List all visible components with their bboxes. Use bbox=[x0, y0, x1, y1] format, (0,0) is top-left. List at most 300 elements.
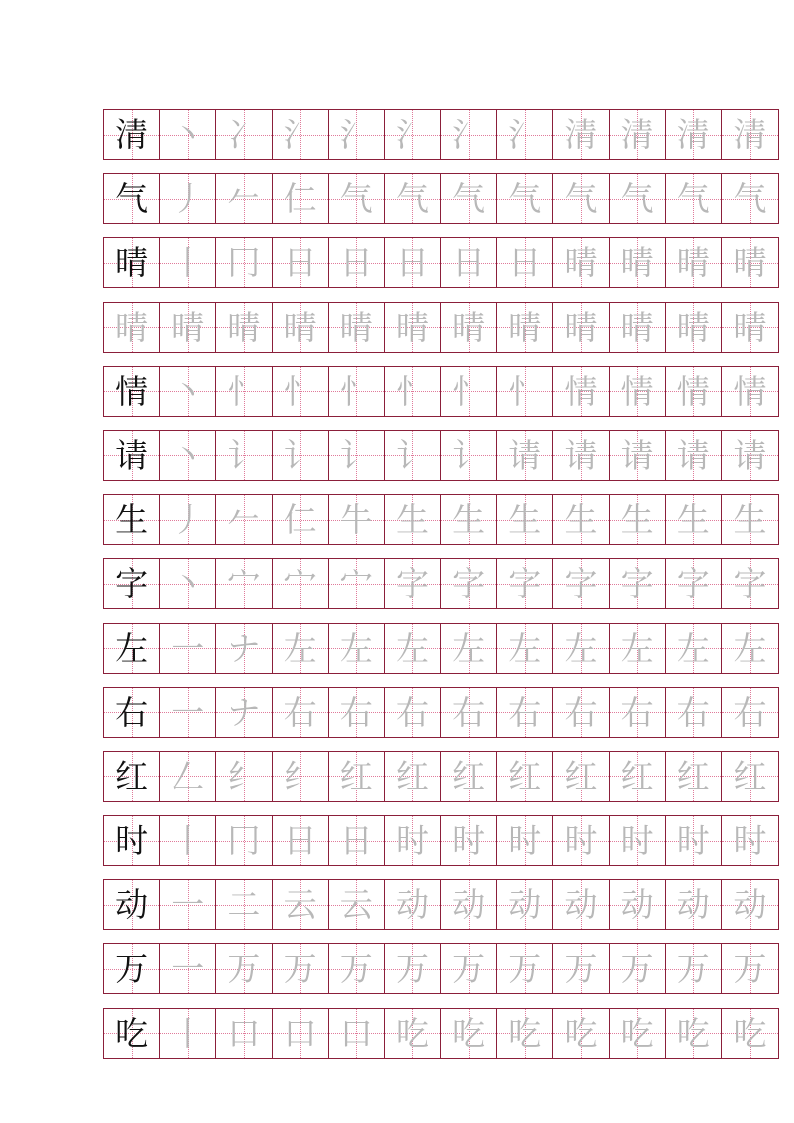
trace-cell bbox=[722, 816, 778, 865]
trace-character: 动 bbox=[508, 885, 542, 925]
trace-cell bbox=[722, 624, 778, 673]
trace-cell bbox=[553, 303, 609, 352]
model-cell bbox=[104, 238, 160, 287]
trace-character: 牛 bbox=[339, 500, 373, 540]
trace-cell bbox=[329, 110, 385, 159]
trace-character: 生 bbox=[395, 500, 429, 540]
trace-character: 日 bbox=[283, 821, 317, 861]
trace-character: 气 bbox=[620, 179, 654, 219]
trace-cell bbox=[329, 303, 385, 352]
trace-character: 万 bbox=[283, 949, 317, 989]
trace-cell bbox=[441, 431, 497, 480]
trace-character: 左 bbox=[676, 628, 710, 668]
trace-cell bbox=[553, 174, 609, 223]
trace-cell bbox=[666, 1009, 722, 1058]
trace-cell bbox=[553, 752, 609, 801]
trace-cell bbox=[216, 495, 272, 544]
trace-cell bbox=[441, 1009, 497, 1058]
trace-character: 吃 bbox=[676, 1013, 710, 1053]
trace-cell bbox=[216, 174, 272, 223]
trace-character: 晴 bbox=[508, 307, 542, 347]
trace-cell bbox=[385, 559, 441, 608]
trace-character: 红 bbox=[620, 756, 654, 796]
model-character: 时 bbox=[115, 821, 149, 861]
trace-character: 字 bbox=[564, 564, 598, 604]
trace-character: 字 bbox=[452, 564, 486, 604]
trace-cell bbox=[441, 495, 497, 544]
trace-character: 动 bbox=[676, 885, 710, 925]
trace-character: 左 bbox=[564, 628, 598, 668]
trace-character: 生 bbox=[564, 500, 598, 540]
trace-character: 动 bbox=[733, 885, 767, 925]
trace-cell bbox=[273, 880, 329, 929]
trace-cell bbox=[610, 816, 666, 865]
trace-cell bbox=[666, 431, 722, 480]
trace-cell bbox=[329, 944, 385, 993]
trace-character: 字 bbox=[620, 564, 654, 604]
trace-cell bbox=[216, 431, 272, 480]
trace-character: 吃 bbox=[620, 1013, 654, 1053]
trace-cell bbox=[666, 816, 722, 865]
trace-cell bbox=[216, 624, 272, 673]
trace-cell bbox=[160, 1009, 216, 1058]
trace-cell bbox=[722, 174, 778, 223]
trace-cell bbox=[160, 367, 216, 416]
trace-character: 仁 bbox=[283, 179, 317, 219]
trace-cell bbox=[497, 431, 553, 480]
trace-cell bbox=[385, 495, 441, 544]
trace-character: 时 bbox=[452, 821, 486, 861]
trace-cell bbox=[441, 816, 497, 865]
trace-cell bbox=[441, 367, 497, 416]
trace-cell bbox=[160, 431, 216, 480]
trace-character: 情 bbox=[620, 371, 654, 411]
trace-character: 冂 bbox=[227, 821, 261, 861]
trace-cell bbox=[553, 880, 609, 929]
trace-character: 晴 bbox=[564, 307, 598, 347]
trace-cell bbox=[273, 174, 329, 223]
trace-character: 字 bbox=[676, 564, 710, 604]
trace-character: 晴 bbox=[227, 307, 261, 347]
model-character: 情 bbox=[115, 371, 149, 411]
trace-cell bbox=[441, 238, 497, 287]
trace-cell bbox=[216, 816, 272, 865]
trace-cell bbox=[553, 624, 609, 673]
trace-character: 纟 bbox=[283, 756, 317, 796]
trace-cell bbox=[216, 688, 272, 737]
trace-cell bbox=[216, 880, 272, 929]
trace-character: 晴 bbox=[676, 243, 710, 283]
trace-character: 晴 bbox=[339, 307, 373, 347]
trace-cell bbox=[441, 174, 497, 223]
trace-cell bbox=[722, 1009, 778, 1058]
trace-cell bbox=[666, 367, 722, 416]
trace-cell bbox=[273, 688, 329, 737]
character-row bbox=[103, 109, 779, 160]
trace-cell bbox=[385, 944, 441, 993]
trace-character: 万 bbox=[339, 949, 373, 989]
trace-cell bbox=[497, 816, 553, 865]
trace-cell bbox=[216, 944, 272, 993]
model-cell bbox=[104, 1009, 160, 1058]
trace-cell bbox=[553, 559, 609, 608]
trace-cell bbox=[610, 174, 666, 223]
trace-cell bbox=[497, 238, 553, 287]
trace-character: ナ bbox=[227, 692, 261, 732]
trace-character: 晴 bbox=[452, 307, 486, 347]
character-row bbox=[103, 302, 779, 353]
character-row bbox=[103, 430, 779, 481]
trace-character: 日 bbox=[452, 243, 486, 283]
model-cell bbox=[104, 944, 160, 993]
trace-character: 右 bbox=[283, 692, 317, 732]
trace-character: 晴 bbox=[620, 307, 654, 347]
trace-cell bbox=[273, 559, 329, 608]
trace-character: 时 bbox=[508, 821, 542, 861]
trace-cell bbox=[666, 174, 722, 223]
trace-cell bbox=[104, 303, 160, 352]
trace-cell bbox=[385, 816, 441, 865]
trace-character: 万 bbox=[733, 949, 767, 989]
trace-character: 万 bbox=[395, 949, 429, 989]
trace-cell bbox=[329, 174, 385, 223]
trace-character: 红 bbox=[452, 756, 486, 796]
trace-cell bbox=[385, 431, 441, 480]
trace-character: 吃 bbox=[564, 1013, 598, 1053]
trace-cell bbox=[610, 110, 666, 159]
trace-character: 左 bbox=[283, 628, 317, 668]
model-character: 万 bbox=[115, 949, 149, 989]
trace-cell bbox=[329, 1009, 385, 1058]
trace-character: 吃 bbox=[395, 1013, 429, 1053]
trace-cell bbox=[329, 238, 385, 287]
trace-character: 生 bbox=[620, 500, 654, 540]
model-cell bbox=[104, 174, 160, 223]
model-cell bbox=[104, 559, 160, 608]
trace-character: 右 bbox=[339, 692, 373, 732]
trace-character: 动 bbox=[395, 885, 429, 925]
trace-cell bbox=[329, 431, 385, 480]
trace-character: 氵 bbox=[452, 115, 486, 154]
trace-cell bbox=[553, 367, 609, 416]
trace-cell bbox=[329, 559, 385, 608]
trace-cell bbox=[610, 303, 666, 352]
trace-character: 纟 bbox=[227, 756, 261, 796]
trace-character: 晴 bbox=[115, 307, 149, 347]
trace-cell bbox=[441, 110, 497, 159]
model-character: 请 bbox=[115, 435, 149, 475]
trace-cell bbox=[610, 495, 666, 544]
trace-cell bbox=[497, 1009, 553, 1058]
trace-character: 左 bbox=[620, 628, 654, 668]
trace-cell bbox=[553, 944, 609, 993]
trace-character: 丨 bbox=[171, 1013, 205, 1053]
trace-character: 清 bbox=[620, 115, 654, 154]
model-cell bbox=[104, 495, 160, 544]
trace-cell bbox=[273, 495, 329, 544]
trace-character: 时 bbox=[395, 821, 429, 861]
character-row bbox=[103, 173, 779, 224]
trace-character: 请 bbox=[620, 435, 654, 475]
trace-cell bbox=[722, 238, 778, 287]
trace-cell bbox=[497, 624, 553, 673]
trace-cell bbox=[553, 816, 609, 865]
trace-character: 情 bbox=[733, 371, 767, 411]
trace-character: 时 bbox=[564, 821, 598, 861]
trace-cell bbox=[329, 816, 385, 865]
trace-cell bbox=[610, 559, 666, 608]
trace-character: 晴 bbox=[620, 243, 654, 283]
trace-character: 晴 bbox=[676, 307, 710, 347]
trace-character: 讠 bbox=[452, 435, 486, 475]
trace-cell bbox=[666, 752, 722, 801]
trace-cell bbox=[441, 944, 497, 993]
trace-cell bbox=[441, 880, 497, 929]
trace-cell bbox=[666, 495, 722, 544]
trace-cell bbox=[553, 495, 609, 544]
trace-character: 讠 bbox=[395, 435, 429, 475]
model-character: 红 bbox=[115, 756, 149, 796]
trace-character: 晴 bbox=[171, 307, 205, 347]
trace-cell bbox=[273, 944, 329, 993]
trace-character: 丶 bbox=[171, 564, 205, 604]
character-row bbox=[103, 558, 779, 609]
trace-cell bbox=[385, 624, 441, 673]
trace-character: 右 bbox=[620, 692, 654, 732]
trace-character: 冂 bbox=[227, 243, 261, 283]
trace-cell bbox=[273, 624, 329, 673]
trace-cell bbox=[385, 238, 441, 287]
trace-cell bbox=[216, 110, 272, 159]
trace-character: 清 bbox=[733, 115, 767, 154]
model-character: 气 bbox=[115, 179, 149, 219]
trace-cell bbox=[160, 624, 216, 673]
trace-character: 一 bbox=[171, 949, 205, 989]
trace-cell bbox=[610, 624, 666, 673]
character-row bbox=[103, 687, 779, 738]
trace-character: 红 bbox=[733, 756, 767, 796]
trace-character: 气 bbox=[564, 179, 598, 219]
trace-character: 红 bbox=[339, 756, 373, 796]
trace-cell bbox=[722, 110, 778, 159]
trace-cell bbox=[329, 880, 385, 929]
trace-character: 右 bbox=[508, 692, 542, 732]
trace-cell bbox=[385, 303, 441, 352]
trace-character: 忄 bbox=[339, 371, 373, 411]
trace-character: 生 bbox=[452, 500, 486, 540]
trace-cell bbox=[385, 1009, 441, 1058]
trace-character: 时 bbox=[620, 821, 654, 861]
trace-cell bbox=[722, 944, 778, 993]
trace-cell bbox=[497, 559, 553, 608]
trace-cell bbox=[497, 880, 553, 929]
trace-cell bbox=[273, 752, 329, 801]
trace-character: 讠 bbox=[283, 435, 317, 475]
trace-character: 一 bbox=[171, 628, 205, 668]
trace-character: 清 bbox=[676, 115, 710, 154]
trace-cell bbox=[273, 238, 329, 287]
trace-character: 右 bbox=[564, 692, 598, 732]
trace-cell bbox=[497, 110, 553, 159]
trace-character: 晴 bbox=[395, 307, 429, 347]
trace-cell bbox=[666, 944, 722, 993]
trace-character: 日 bbox=[339, 243, 373, 283]
trace-cell bbox=[273, 1009, 329, 1058]
trace-character: 𠃋 bbox=[171, 756, 205, 796]
trace-cell bbox=[216, 303, 272, 352]
character-row bbox=[103, 494, 779, 545]
trace-cell bbox=[722, 880, 778, 929]
trace-cell bbox=[441, 559, 497, 608]
model-character: 右 bbox=[115, 692, 149, 732]
trace-cell bbox=[160, 303, 216, 352]
trace-character: 气 bbox=[339, 179, 373, 219]
trace-cell bbox=[553, 688, 609, 737]
trace-cell bbox=[160, 688, 216, 737]
trace-character: 右 bbox=[733, 692, 767, 732]
model-character: 晴 bbox=[115, 243, 149, 283]
trace-character: 动 bbox=[564, 885, 598, 925]
trace-cell bbox=[722, 559, 778, 608]
character-row bbox=[103, 1008, 779, 1059]
trace-character: 红 bbox=[508, 756, 542, 796]
trace-character: 请 bbox=[508, 435, 542, 475]
trace-cell bbox=[610, 688, 666, 737]
trace-cell bbox=[610, 752, 666, 801]
trace-cell bbox=[441, 303, 497, 352]
trace-cell bbox=[160, 816, 216, 865]
trace-cell bbox=[722, 303, 778, 352]
trace-cell bbox=[666, 303, 722, 352]
trace-character: 吃 bbox=[508, 1013, 542, 1053]
trace-cell bbox=[160, 880, 216, 929]
model-character: 字 bbox=[115, 564, 149, 604]
trace-character: 请 bbox=[564, 435, 598, 475]
trace-character: 氵 bbox=[395, 115, 429, 154]
trace-character: 动 bbox=[452, 885, 486, 925]
trace-cell bbox=[497, 944, 553, 993]
trace-cell bbox=[610, 880, 666, 929]
trace-cell bbox=[385, 367, 441, 416]
trace-character: 左 bbox=[395, 628, 429, 668]
trace-character: 气 bbox=[733, 179, 767, 219]
trace-cell bbox=[666, 559, 722, 608]
trace-character: 字 bbox=[733, 564, 767, 604]
trace-cell bbox=[441, 688, 497, 737]
model-character: 生 bbox=[115, 500, 149, 540]
character-row bbox=[103, 237, 779, 288]
trace-cell bbox=[722, 752, 778, 801]
trace-character: 冫 bbox=[227, 115, 261, 154]
trace-cell bbox=[553, 431, 609, 480]
trace-character: 口 bbox=[227, 1013, 261, 1053]
character-row bbox=[103, 879, 779, 930]
trace-character: 日 bbox=[283, 243, 317, 283]
character-row bbox=[103, 943, 779, 994]
trace-cell bbox=[553, 110, 609, 159]
model-character: 吃 bbox=[115, 1013, 149, 1053]
trace-character: 时 bbox=[733, 821, 767, 861]
trace-character: 晴 bbox=[733, 243, 767, 283]
trace-character: 丨 bbox=[171, 821, 205, 861]
model-cell bbox=[104, 688, 160, 737]
trace-character: 左 bbox=[733, 628, 767, 668]
trace-character: 𠂉 bbox=[227, 179, 261, 219]
trace-cell bbox=[385, 174, 441, 223]
trace-cell bbox=[497, 367, 553, 416]
trace-cell bbox=[610, 431, 666, 480]
model-cell bbox=[104, 880, 160, 929]
trace-character: 情 bbox=[676, 371, 710, 411]
model-cell bbox=[104, 752, 160, 801]
trace-character: 一 bbox=[171, 692, 205, 732]
trace-cell bbox=[216, 367, 272, 416]
trace-character: 左 bbox=[508, 628, 542, 668]
trace-cell bbox=[441, 752, 497, 801]
practice-sheet bbox=[103, 109, 779, 1072]
trace-character: 字 bbox=[508, 564, 542, 604]
trace-cell bbox=[497, 752, 553, 801]
trace-character: 晴 bbox=[283, 307, 317, 347]
trace-cell bbox=[497, 174, 553, 223]
trace-character: 丶 bbox=[171, 371, 205, 411]
trace-character: 清 bbox=[564, 115, 598, 154]
model-cell bbox=[104, 431, 160, 480]
trace-cell bbox=[385, 752, 441, 801]
trace-cell bbox=[273, 367, 329, 416]
trace-character: 日 bbox=[508, 243, 542, 283]
trace-cell bbox=[610, 1009, 666, 1058]
trace-cell bbox=[385, 688, 441, 737]
trace-cell bbox=[273, 110, 329, 159]
trace-cell bbox=[216, 238, 272, 287]
trace-character: 日 bbox=[339, 821, 373, 861]
trace-character: 云 bbox=[283, 885, 317, 925]
trace-cell bbox=[160, 495, 216, 544]
trace-character: 气 bbox=[676, 179, 710, 219]
character-row bbox=[103, 366, 779, 417]
trace-cell bbox=[160, 559, 216, 608]
trace-character: 丶 bbox=[171, 115, 205, 154]
model-cell bbox=[104, 624, 160, 673]
trace-cell bbox=[497, 303, 553, 352]
trace-cell bbox=[160, 752, 216, 801]
trace-character: 宀 bbox=[339, 564, 373, 604]
trace-character: 万 bbox=[676, 949, 710, 989]
trace-cell bbox=[160, 110, 216, 159]
trace-character: 忄 bbox=[227, 371, 261, 411]
trace-cell bbox=[722, 367, 778, 416]
trace-character: 丿 bbox=[171, 179, 205, 219]
trace-cell bbox=[273, 303, 329, 352]
trace-cell bbox=[553, 238, 609, 287]
trace-cell bbox=[273, 431, 329, 480]
trace-cell bbox=[666, 880, 722, 929]
trace-character: 生 bbox=[733, 500, 767, 540]
trace-character: 时 bbox=[676, 821, 710, 861]
trace-cell bbox=[497, 495, 553, 544]
trace-character: 气 bbox=[508, 179, 542, 219]
trace-character: 宀 bbox=[283, 564, 317, 604]
trace-character: 请 bbox=[733, 435, 767, 475]
trace-cell bbox=[722, 688, 778, 737]
trace-character: 忄 bbox=[395, 371, 429, 411]
trace-character: 丿 bbox=[171, 500, 205, 540]
trace-character: 云 bbox=[339, 885, 373, 925]
trace-character: 宀 bbox=[227, 564, 261, 604]
trace-character: 红 bbox=[676, 756, 710, 796]
trace-character: 右 bbox=[452, 692, 486, 732]
